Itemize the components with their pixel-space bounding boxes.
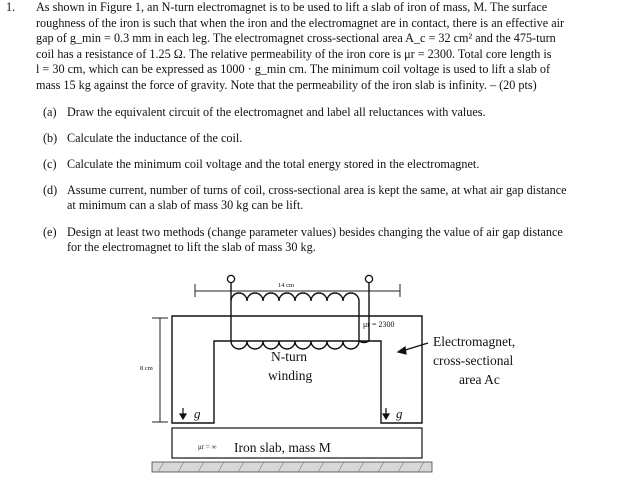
gap-label-left: g <box>194 406 201 421</box>
part-text: for the electromagnet to lift the slab of mass 30 kg. <box>67 240 316 255</box>
callout-line2: cross-sectional <box>433 353 514 368</box>
part-text: Design at least two methods (change parameter values) besides changing the value of air gap distance <box>67 225 563 239</box>
height-dimension <box>152 318 168 422</box>
ground-surface <box>152 462 432 472</box>
slab-permeability-label: μr = ∞ <box>198 443 217 451</box>
callout-line1: Electromagnet, <box>433 334 516 349</box>
width-label: 14 cm <box>278 282 295 289</box>
part-label: (e) <box>43 225 57 239</box>
statement-line: coil has a resistance of 1.25 Ω. The relative permeability of the iron core is μr = 2300. Total core length is <box>36 46 552 61</box>
part-text: Calculate the inductance of the coil. <box>67 131 243 145</box>
winding-label-line2: winding <box>268 368 313 383</box>
statement-line: As shown in Figure 1, an N-turn electromagnet is to be used to lift a slab of iron of mass, M. The surface <box>36 0 548 14</box>
height-label: 8 cm <box>140 365 153 372</box>
gap-label-right: g <box>396 406 403 421</box>
part-text: Draw the equivalent circuit of the electromagnet and label all reluctances with values. <box>67 105 486 119</box>
part-label: (c) <box>43 157 57 171</box>
part-label: (a) <box>43 105 57 119</box>
terminal-left <box>227 275 234 282</box>
slab-label: Iron slab, mass M <box>234 440 331 455</box>
callout-line3: area Ac <box>459 372 500 387</box>
statement-line: l = 30 cm, which can be expressed as 1000 · g_min cm. The minimum coil voltage is used to lift a slab of <box>36 62 551 77</box>
part-text: Calculate the minimum coil voltage and the total energy stored in the electromagnet. <box>67 157 480 171</box>
terminal-right <box>365 275 372 282</box>
part-label: (b) <box>43 131 58 145</box>
statement-line: mass 15 kg against the force of gravity. Note that the permeability of the iron slab is infinity. – (20 pts) <box>36 77 537 92</box>
winding-label-line1: N-turn <box>271 349 307 364</box>
problem-number: 1. <box>6 0 16 14</box>
part-label: (d) <box>43 183 58 197</box>
core-permeability-label: μr = 2300 <box>363 320 395 329</box>
part-text: Assume current, number of turns of coil, cross-sectional area is kept the same, at what air gap distance <box>67 183 567 197</box>
part-text: at minimum can a slab of mass 30 kg can be lift. <box>67 198 304 213</box>
statement-line: gap of g_min = 0.3 mm in each leg. The electromagnet cross-sectional area A_c = 32 cm² and the 475-turn <box>36 31 556 46</box>
statement-line: roughness of the iron is such that when the iron and the electromagnet are in contact, there is an effective air <box>36 15 565 30</box>
